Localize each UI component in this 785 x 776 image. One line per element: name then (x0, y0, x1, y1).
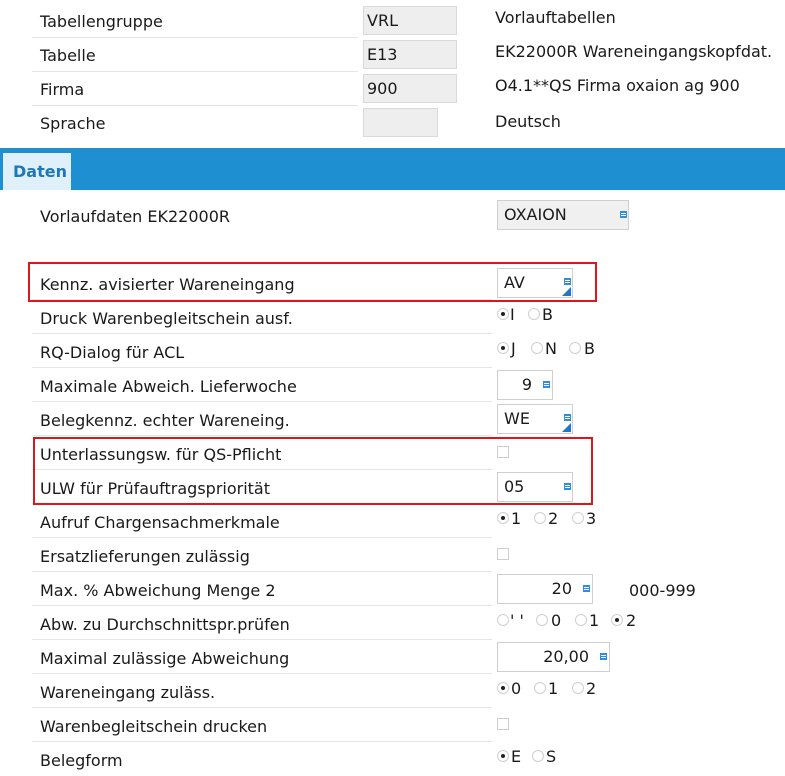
abw-radio-2[interactable] (611, 614, 623, 626)
firma-label: Firma (40, 80, 85, 99)
wareneingang-radio-2[interactable] (572, 682, 584, 694)
row-max-zulaessig (0, 640, 785, 674)
row-druck-warenbegleitschein (0, 300, 785, 334)
wareneingang-option-2: 2 (586, 679, 597, 698)
row-ersatzlieferungen (0, 538, 785, 572)
header-row-sprache (0, 106, 785, 140)
row-belegform (0, 742, 785, 776)
druck-option-b: B (542, 305, 553, 324)
firma-desc: O4.1**QS Firma oxaion ag 900 (495, 76, 740, 95)
form-area (0, 190, 785, 770)
wbdruck-label: Warenbegleitschein drucken (40, 717, 268, 736)
rq-radio-b[interactable] (569, 342, 581, 354)
list-icon[interactable] (583, 585, 590, 592)
max-prozent-value: 20 (551, 579, 572, 598)
tabellengruppe-field: VRL (363, 6, 457, 35)
ulw-value: 05 (504, 477, 525, 496)
max-zulaessig-value: 20,00 (543, 647, 589, 666)
header-row-firma (0, 72, 785, 106)
row-belegkennz (0, 402, 785, 436)
tabelle-field: E13 (363, 40, 457, 69)
belegform-radio-e[interactable] (497, 750, 509, 762)
ersatz-checkbox[interactable] (497, 548, 509, 560)
druck-option-i: I (510, 305, 515, 324)
highlight-box-kennz (28, 262, 597, 302)
rq-option-b: B (584, 339, 595, 358)
rq-option-n: N (545, 339, 557, 358)
druck-radio-b[interactable] (528, 308, 540, 320)
list-icon[interactable] (564, 414, 571, 421)
wareneingang-radio-0[interactable] (497, 682, 509, 694)
druck-label: Druck Warenbegleitschein ausf. (40, 309, 293, 328)
belegform-radio-s[interactable] (532, 750, 544, 762)
aufruf-radio-3[interactable] (572, 512, 584, 524)
vorlaufdaten-value: OXAION (504, 205, 567, 224)
wareneingang-option-0: 0 (511, 679, 522, 698)
kennz-avisiert-label: Kennz. avisierter Wareneingang (40, 275, 295, 294)
belegkennz-field[interactable] (497, 404, 573, 434)
belegkennz-value: WE (504, 409, 530, 428)
wareneingang-radio-1[interactable] (534, 682, 546, 694)
belegform-label: Belegform (40, 751, 123, 770)
tab-bar (0, 148, 785, 190)
max-zulaessig-label: Maximal zulässige Abweichung (40, 649, 290, 668)
row-wareneingang-zulaess (0, 674, 785, 708)
vorlaufdaten-field[interactable] (497, 200, 629, 230)
row-max-prozent (0, 572, 785, 606)
sprache-field (363, 108, 438, 137)
dropdown-corner-icon (562, 423, 571, 432)
aufruf-option-3: 3 (586, 509, 597, 528)
abw-option-2: 2 (626, 611, 637, 630)
kennz-avisiert-value: AV (504, 273, 525, 292)
aufruf-option-1: 1 (511, 509, 522, 528)
abw-radio-1[interactable] (575, 614, 587, 626)
aufruf-option-2: 2 (548, 509, 559, 528)
aufruf-radio-2[interactable] (534, 512, 546, 524)
sprache-desc: Deutsch (495, 112, 561, 131)
belegform-option-s: S (546, 747, 557, 766)
row-max-abweich-lieferwoche (0, 368, 785, 402)
sprache-label: Sprache (40, 114, 106, 133)
vorlaufdaten-label: Vorlaufdaten EK22000R (40, 207, 231, 226)
rq-option-j: J (511, 339, 516, 358)
tabelle-label: Tabelle (40, 46, 96, 65)
abw-option-1: 1 (589, 611, 600, 630)
abw-label: Abw. zu Durchschnittspr.prüfen (40, 615, 290, 634)
max-prozent-label: Max. % Abweichung Menge 2 (40, 581, 276, 600)
max-prozent-field[interactable] (497, 574, 593, 604)
firma-field: 900 (363, 74, 457, 103)
tab-daten[interactable]: Daten (3, 153, 71, 190)
belegkennz-label: Belegkennz. echter Wareneing. (40, 411, 290, 430)
max-abweich-field[interactable] (497, 370, 553, 400)
abw-option-0: 0 (551, 611, 562, 630)
list-icon[interactable] (543, 381, 550, 388)
tabellengruppe-label: Tabellengruppe (40, 12, 163, 31)
max-zulaessig-field[interactable] (497, 642, 610, 672)
list-icon[interactable] (620, 211, 627, 218)
max-abweich-value: 9 (521, 375, 532, 394)
header-row-tabellengruppe (0, 4, 785, 38)
row-warenbegleitschein-drucken (0, 708, 785, 742)
wareneingang-option-1: 1 (548, 679, 559, 698)
aufruf-radio-1[interactable] (497, 512, 509, 524)
ersatz-label: Ersatzlieferungen zulässig (40, 547, 250, 566)
unterlassungsw-label: Unterlassungsw. für QS-Pflicht (40, 445, 282, 464)
max-prozent-hint: 000-999 (629, 581, 696, 600)
row-vorlaufdaten (0, 198, 785, 232)
row-aufruf-charge (0, 504, 785, 538)
tabelle-desc: EK22000R Wareneingangskopfdat. (495, 42, 773, 61)
highlight-box-qs (33, 437, 593, 505)
tabellengruppe-desc: Vorlauftabellen (495, 8, 616, 27)
rq-dialog-label: RQ-Dialog für ACL (40, 343, 185, 362)
abw-radio-0[interactable] (536, 614, 548, 626)
row-rq-dialog (0, 334, 785, 368)
header-row-tabelle (0, 38, 785, 72)
rq-radio-j[interactable] (497, 342, 509, 354)
druck-radio-i[interactable] (497, 308, 509, 320)
ulw-label: ULW für Prüfauftragspriorität (40, 479, 271, 498)
list-icon[interactable] (600, 653, 607, 660)
wareneingang-label: Wareneingang zuläss. (40, 683, 216, 702)
max-abweich-label: Maximale Abweich. Lieferwoche (40, 377, 297, 396)
row-abw-durchschnitt (0, 606, 785, 640)
aufruf-label: Aufruf Chargensachmerkmale (40, 513, 280, 532)
rq-radio-n[interactable] (531, 342, 543, 354)
header-panel (0, 0, 785, 146)
abw-option-blank: ' ' (510, 611, 524, 630)
abw-radio-blank[interactable] (497, 614, 509, 626)
wbdruck-checkbox[interactable] (497, 718, 509, 730)
belegform-option-e: E (511, 747, 522, 766)
